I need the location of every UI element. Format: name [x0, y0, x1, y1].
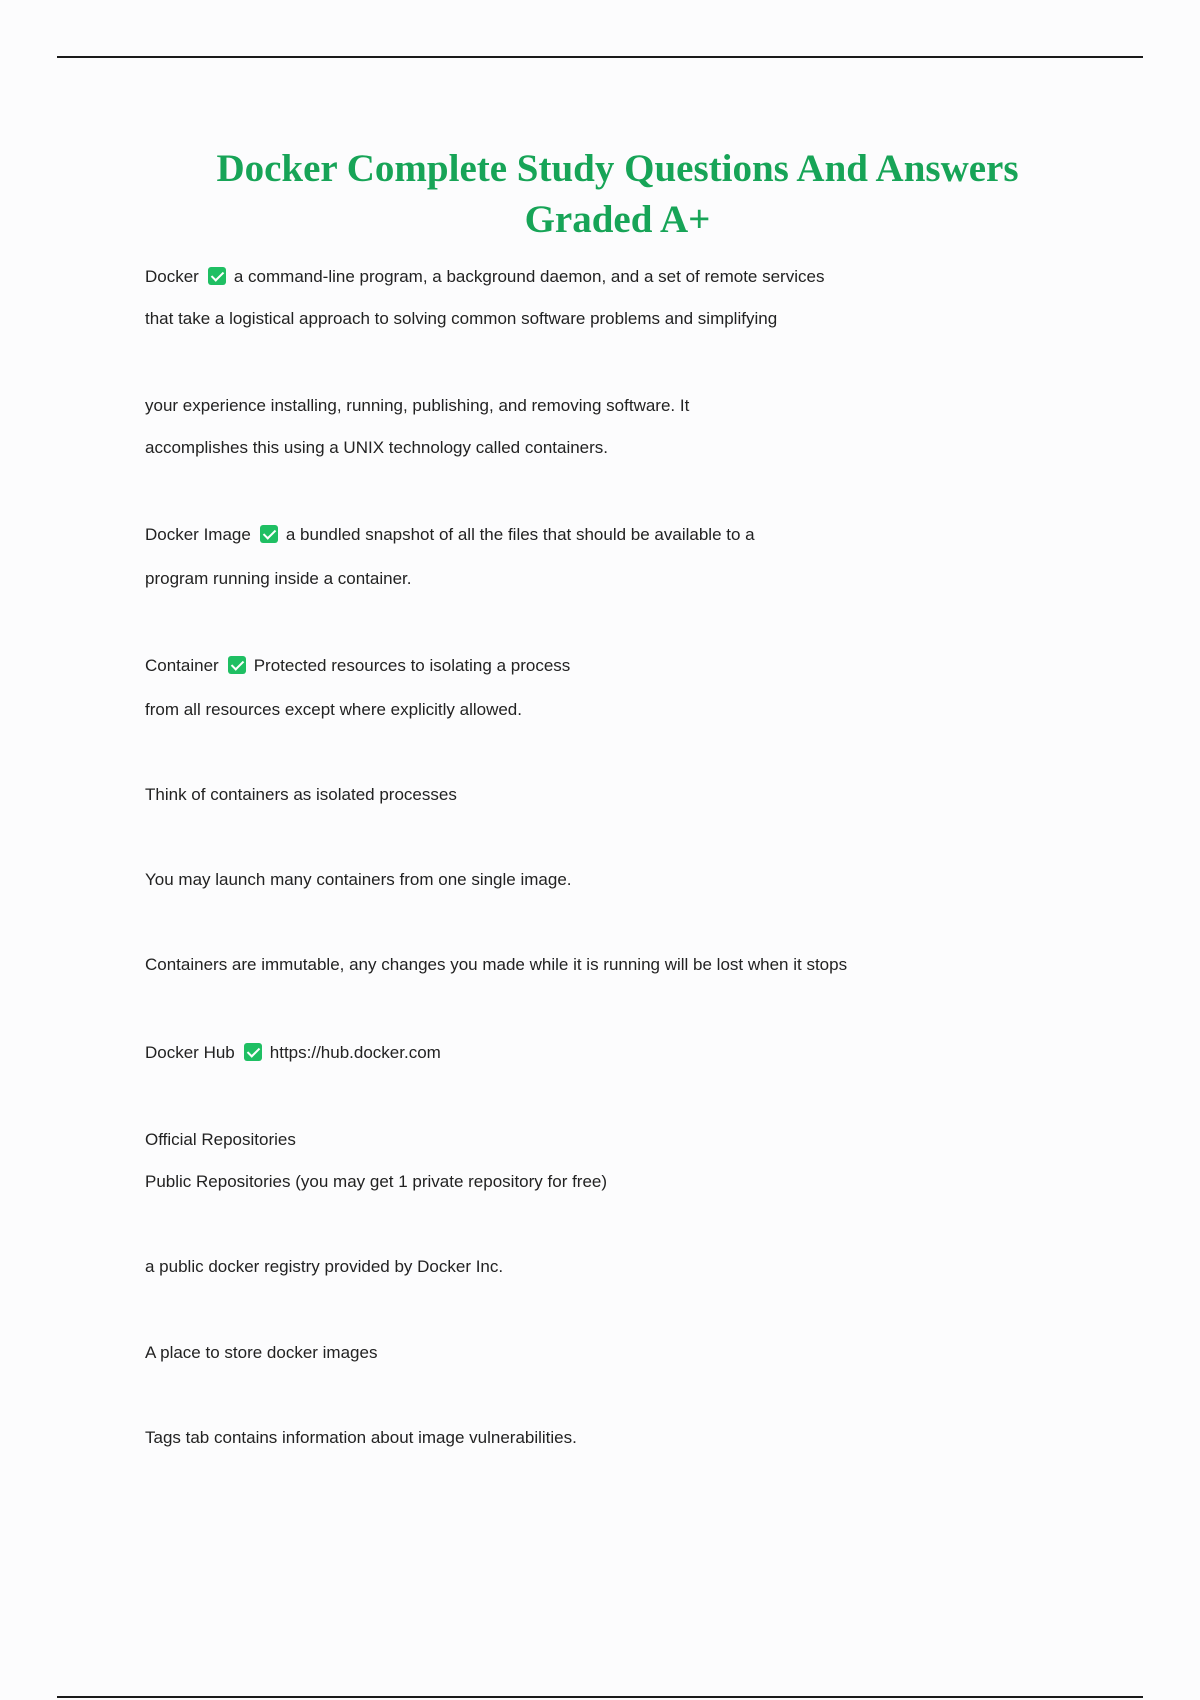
definition-text: You may launch many containers from one single image.: [145, 870, 572, 889]
definition-text: Containers are immutable, any changes you made while it is running will be lost when it stops: [145, 955, 848, 974]
qa-docker-image-line-1: [145, 524, 755, 546]
definition-text: A place to store docker images: [145, 1343, 378, 1362]
definition-text: a command-line program, a background daemon, and a set of remote services: [233, 267, 825, 286]
document-title: [0, 143, 1200, 245]
check-box-icon: [244, 1043, 262, 1061]
term-container: Container: [145, 656, 219, 675]
footer-rule: [57, 1696, 1143, 1698]
definition-text: Public Repositories (you may get 1 private repository for free): [145, 1172, 608, 1191]
definition-text: Protected resources to isolating a process: [253, 656, 571, 675]
definition-text: Think of containers as isolated processes: [145, 785, 457, 804]
header-rule: [57, 56, 1143, 58]
check-box-icon: [260, 525, 278, 543]
definition-text: https://hub.docker.com: [269, 1043, 441, 1062]
check-box-icon: [228, 656, 246, 674]
definition-text: program running inside a container.: [145, 569, 412, 588]
term-docker-hub: Docker Hub: [145, 1043, 235, 1062]
definition-text: your experience installing, running, publishing, and removing software. It: [145, 396, 690, 415]
qa-container-line-1: [145, 655, 570, 677]
qa-docker-hub-line-1: [145, 1042, 441, 1064]
definition-text: a public docker registry provided by Docker Inc.: [145, 1257, 504, 1276]
definition-text: Tags tab contains information about image vulnerabilities.: [145, 1428, 577, 1447]
title-line-2: Graded A+: [524, 198, 711, 241]
qa-docker-line-1: [145, 266, 824, 288]
definition-text: Official Repositories: [145, 1130, 296, 1149]
term-docker-image: Docker Image: [145, 525, 251, 544]
definition-text: that take a logistical approach to solving common software problems and simplifying: [145, 309, 778, 328]
definition-text: from all resources except where explicitly allowed.: [145, 700, 522, 719]
term-docker: Docker: [145, 267, 199, 286]
check-box-icon: [208, 267, 226, 285]
title-line-1: Docker Complete Study Questions And Answers: [216, 147, 1019, 190]
definition-text: a bundled snapshot of all the files that should be available to a: [285, 525, 755, 544]
definition-text: accomplishes this using a UNIX technology called containers.: [145, 438, 609, 457]
